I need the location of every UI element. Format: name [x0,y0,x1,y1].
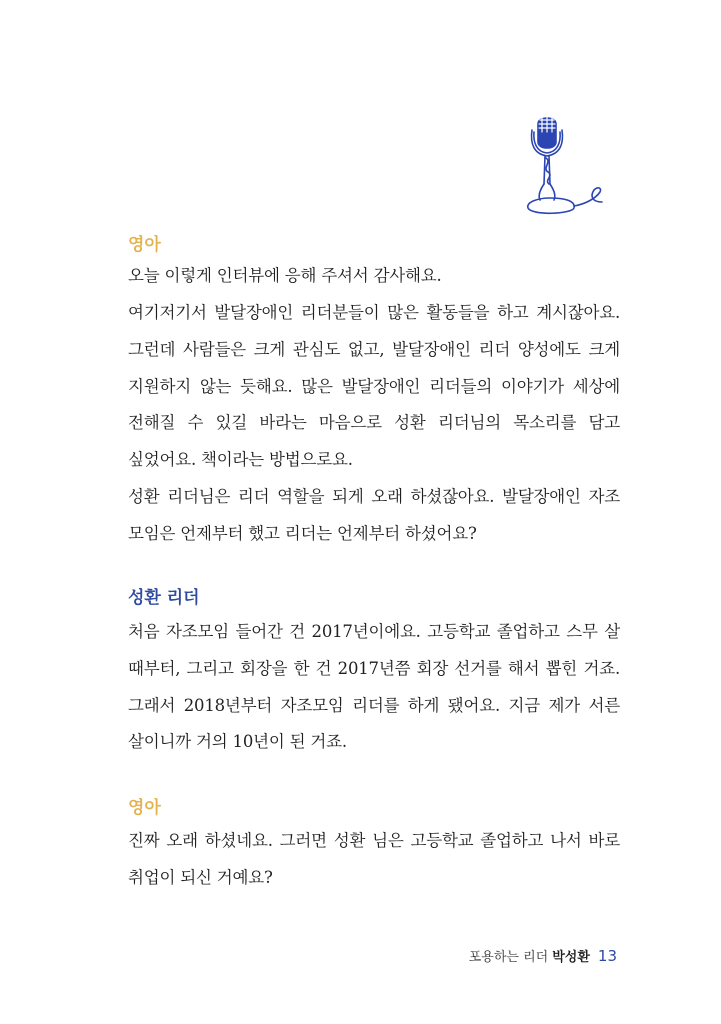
microphone-icon [522,110,612,226]
page-footer [469,946,617,968]
speaker-label-interviewer: 영아 [128,798,161,818]
book-title: 포용하는 리더 [468,950,549,965]
page-number: 13 [597,947,617,965]
interview-paragraph: 오늘 이렇게 인터뷰에 응해 주셔서 감사해요. [128,266,442,285]
interview-paragraph: 처음 자조모임 들어간 건 2017년이에요. 고등학교 졸업하고 스무 살 때부터, 그리고 회장을 한 건 2017년쯤 회장 선거를 해서 뽑힌 거죠. 그래서 2018년부터 자조모임 리더를 하게 됐어요. 지금 제가 서른 살이니까 거의 10년이 된 거죠. [128,622,620,752]
author-name: 박성환 [552,950,590,965]
speaker-label-leader: 성환 리더 [128,588,200,608]
interview-paragraph: 성환 리더님은 리더 역할을 되게 오래 하셨잖아요. 발달장애인 자조 모임은 언제부터 했고 리더는 언제부터 하셨어요? [128,487,620,543]
interview-paragraph: 여기저기서 발달장애인 리더분들이 많은 활동들을 하고 계시잖아요. 그런데 사람들은 크게 관심도 없고, 발달장애인 리더 양성에도 크게 지원하지 않는 듯해요. 많은 발달장애인 리더들의 이야기가 세상에 전해질 수 있길 바라는 마음으로 성환 리더님의 목소리를 담고 싶었어요. 책이라는 방법으로요. [128,303,620,470]
speaker-label-interviewer: 영아 [128,235,161,255]
interview-paragraph: 진짜 오래 하셨네요. 그러면 성환 님은 고등학교 졸업하고 나서 바로 취업이 되신 거예요? [128,831,620,887]
